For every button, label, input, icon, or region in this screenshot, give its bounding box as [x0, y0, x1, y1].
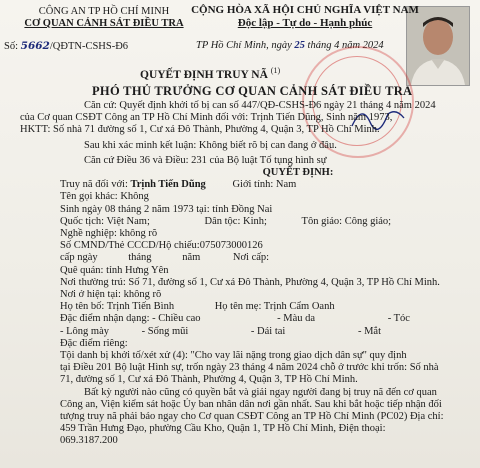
notice-line: 459 Trần Hưng Đạo, phường Cầu Kho, Quận 1, TP Hồ Chí Minh, Điện thoại: [60, 423, 386, 435]
title-text: QUYẾT ĐỊNH TRUY NÃ [140, 68, 268, 81]
alias-line: Tên gọi khác: Không [60, 191, 149, 203]
title-footnote: (1) [270, 66, 281, 75]
feature-ear: - Dái tai [250, 325, 286, 337]
crime-line: 71, đường số 1, Cư xá Đô Thành, Phường 4, Quận 3, TP Hồ Chí Minh. [60, 374, 358, 386]
doc-number-suffix: /QĐTN-CSHS-Đ6 [49, 41, 129, 52]
ethnicity: Dân tộc: Kinh; [204, 215, 267, 227]
document-body [20, 100, 472, 448]
current-residence-line: Nơi ở hiện tại: không rõ [60, 289, 162, 301]
authority-name: CÔNG AN TP HỒ CHÍ MINH [38, 6, 170, 17]
special-features-line: Đặc điểm riêng: [60, 337, 128, 349]
id-line: Số CMND/Thẻ CCCD/Hộ chiếu:075073000126 [60, 240, 263, 252]
notice-line: Công an, Viện kiểm sát hoặc Ủy ban nhân dân nơi gần nhất. Sau khi bắt hoặc tiếp nhận đối [60, 398, 442, 410]
place-label: TP Hồ Chí Minh, ngày [196, 40, 292, 51]
hometown-line: Quê quán: tỉnh Hưng Yên [60, 264, 169, 276]
national-header [190, 4, 420, 30]
country-name: CỘNG HÒA XÃ HỘI CHỦ NGHĨA VIỆT NAM [191, 4, 419, 16]
features-label: Đặc điểm nhận dạng: [60, 313, 150, 325]
features-line-2 [60, 326, 472, 338]
doc-number-prefix: Số: [4, 41, 19, 52]
religion: Tôn giáo: Công giáo; [301, 215, 392, 227]
issue-line [60, 252, 472, 264]
doc-number-value: 5662 [20, 40, 50, 52]
issuing-authority [24, 6, 184, 30]
wanted-line [60, 179, 472, 191]
document-number [4, 40, 128, 52]
national-motto: Độc lập - Tự do - Hạnh phúc [237, 17, 373, 29]
feature-eyebrow: - Lông mày [60, 325, 109, 337]
phone-line: 069.3187.200 [60, 435, 118, 447]
birthplace-value: tỉnh Đồng Nai [212, 203, 273, 215]
date-rest: tháng 4 năm 2024 [307, 40, 384, 51]
basis-line: Căn cứ: Quyết định khởi tố bị can số 447/QĐ-CSHS-Đ6 ngày 21 tháng 4 năm 2024 [84, 100, 436, 111]
issue-date-label: cấp ngày [60, 252, 98, 264]
issue-place-label: Nơi cấp: [232, 252, 270, 264]
date-day: 25 [294, 40, 305, 51]
father-name: Họ tên bố: Trịnh Tiến Bình [60, 301, 175, 313]
mother-name: Họ tên mẹ: Trịnh Cẩm Oanh [214, 301, 335, 313]
agency-name: CƠ QUAN CẢNH SÁT ĐIỀU TRA [24, 18, 184, 29]
basis-line: HKTT: Số nhà 71 đường số 1, Cư xá Đô Thành, Phường 4, Quận 3, TP Hồ Chí Minh. [20, 124, 380, 136]
article-line: Căn cứ Điều 36 và Điều: 231 của Bộ luật Tố tụng hình sự [84, 154, 327, 166]
feature-height: - Chiều cao [152, 313, 201, 325]
feature-skin: - Màu da [277, 313, 316, 325]
notice-line: tượng truy nã phải báo ngay cho Cơ quan CSĐT Công an TP Hồ Chí Minh (PC02) Địa chỉ: [60, 411, 444, 423]
basis-line: của Cơ quan CSĐT Công an TP Hồ Chí Minh đối với: Trịnh Tiến Dũng, Sinh năm 1973, [20, 112, 393, 124]
job-line: Nghề nghiệp: không rõ [60, 228, 158, 240]
residence-line: Nơi thường trú: Số 71, đường số 1, Cư xá Đô Thành, Phường 4, Quận 3, TP Hồ Chí Minh. [60, 276, 440, 288]
parents-line [60, 301, 472, 313]
issue-month-label: tháng [128, 252, 152, 264]
features-line-1 [60, 313, 472, 325]
document-title [140, 66, 280, 81]
decision-heading: QUYẾT ĐỊNH: [262, 167, 334, 179]
nationality: Quốc tịch: Việt Nam; [60, 215, 150, 227]
wanted-name: Trịnh Tiến Dũng [130, 179, 206, 191]
sex-value: Nam [275, 179, 297, 191]
wanted-label: Truy nã đối với: [60, 179, 128, 191]
crime-line: Tội danh bị khởi tố/xét xử (4): "Cho vay lãi nặng trong giao dịch dân sự" quy định [60, 350, 407, 362]
dob-value: Sinh ngày 08 tháng 2 năm 1973 [60, 203, 194, 215]
feature-eyes: - Mắt [357, 325, 381, 337]
nationality-line [60, 216, 472, 228]
verified-line: Sau khi xác minh kết luận: Không biết rõ bị can đang ở đâu. [84, 139, 337, 151]
sex-label: Giới tính: [232, 179, 274, 191]
issuer-title: PHÓ THỦ TRƯỞNG CƠ QUAN CẢNH SÁT ĐIỀU TRA [92, 84, 413, 98]
feature-hair: - Tóc [387, 313, 410, 325]
dob-line [60, 204, 472, 216]
feature-nose: - Sống mũi [141, 325, 189, 337]
notice-line: Bất kỳ người nào cũng có quyền bắt và giải ngay người đang bị truy nã đến cơ quan [84, 386, 437, 398]
crime-line: tại Điều 201 Bộ luật Hình sự, trốn ngày 23 tháng 4 năm 2024 chỗ ở trước khi trốn: Số nhà [60, 362, 439, 374]
birthplace-label: tại: [196, 203, 210, 215]
issue-year-label: năm [182, 252, 201, 264]
